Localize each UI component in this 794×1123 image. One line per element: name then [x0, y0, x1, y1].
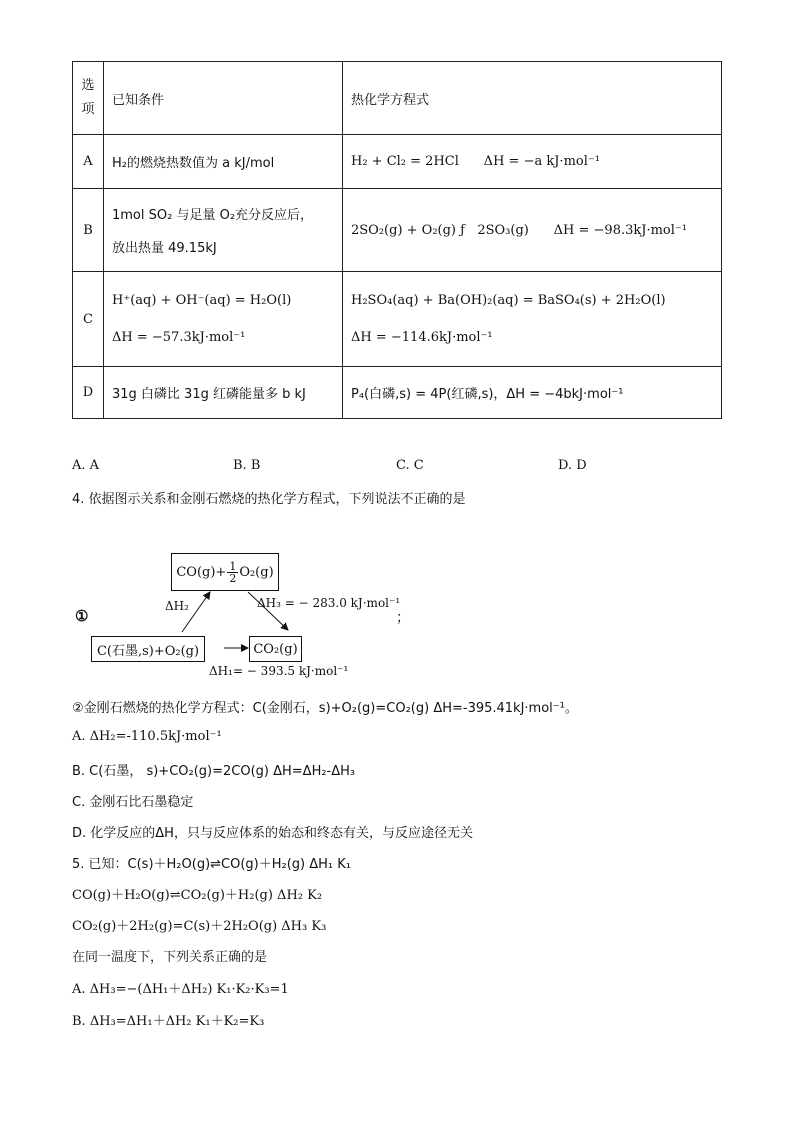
q5-stem: 5. 已知：C(s)＋H₂O(g)⇌CO(g)＋H₂(g) ΔH₁ K₁: [72, 857, 352, 872]
box-co2: CO₂(g): [249, 636, 302, 662]
row-condition: [104, 367, 343, 419]
row-option: A: [73, 135, 104, 189]
semicolon: ；: [396, 610, 410, 626]
options-table: [72, 61, 722, 419]
q4-option-c[interactable]: C. 金刚石比石墨稳定: [72, 795, 194, 810]
q4-option-d[interactable]: D. 化学反应的ΔH，只与反应体系的始态和终态有关，与反应途径无关: [72, 826, 473, 841]
box-co-half-o2: [171, 553, 279, 591]
choice-d[interactable]: D. D: [558, 458, 587, 473]
row-condition: [104, 135, 343, 189]
equation-line: 2SO₂(g) + O₂(g) ƒ 2SO₃(g) ΔH = −98.3kJ·mol⁻¹: [351, 222, 687, 238]
equation-line: P₄(白磷,s) = 4P(红磷,s)，ΔH = −4bkJ·mol⁻¹: [351, 387, 624, 402]
condition-line: H₂的燃烧热数值为 a kJ/mol: [112, 156, 275, 171]
condition-line: 1mol SO₂ 与足量 O₂充分反应后，: [112, 208, 314, 223]
choice-b[interactable]: B. B: [233, 458, 261, 473]
table-row: [73, 135, 722, 189]
row-equation: [343, 135, 722, 189]
table-header-row: [73, 62, 722, 135]
q4-option-a[interactable]: A. ΔH₂=-110.5kJ·mol⁻¹: [72, 729, 222, 744]
condition-line: 放出热量 49.15kJ: [112, 241, 217, 256]
row-equation: [343, 272, 722, 367]
row-condition: [104, 272, 343, 367]
q5-option-a[interactable]: A. ΔH₃=−(ΔH₁＋ΔH₂) K₁·K₂·K₃=1: [72, 982, 289, 997]
fraction-denominator: 2: [229, 571, 237, 585]
fraction-numerator: 1: [229, 559, 237, 573]
equation-line: ΔH = −114.6kJ·mol⁻¹: [351, 330, 493, 345]
header-option: [73, 62, 104, 135]
condition-line: 31g 白磷比 31g 红磷能量多 b kJ: [112, 387, 306, 402]
label-dh1: ΔH₁= − 393.5 kJ·mol⁻¹: [209, 664, 349, 678]
choice-a[interactable]: A. A: [72, 458, 100, 473]
q4-option-b[interactable]: B. C(石墨， s)+CO₂(g)=2CO(g) ΔH=ΔH₂-ΔH₃: [72, 764, 356, 779]
equation-line: H₂ + Cl₂ = 2HCl ΔH = −a kJ·mol⁻¹: [351, 154, 600, 169]
box-top-right-text: O₂(g): [239, 564, 274, 580]
condition-line: H⁺(aq) + OH⁻(aq) = H₂O(l): [112, 293, 292, 308]
table-row: [73, 189, 722, 272]
equation-line: H₂SO₄(aq) + Ba(OH)₂(aq) = BaSO₄(s) + 2H₂O(l): [351, 293, 666, 308]
row-equation: [343, 367, 722, 419]
q4-statement-2: ②金刚石燃烧的热化学方程式：C(金刚石，s)+O₂(g)=CO₂(g) ΔH=-395.41kJ·mol⁻¹。: [72, 701, 578, 716]
row-equation: [343, 189, 722, 272]
one-half-fraction: [227, 561, 238, 584]
box-graphite-o2: C(石墨,s)+O₂(g): [91, 636, 205, 662]
circle-one-marker: ①: [75, 607, 89, 625]
choice-c[interactable]: C. C: [396, 458, 424, 473]
q5-equation-3: CO₂(g)＋2H₂(g)=C(s)＋2H₂O(g) ΔH₃ K₃: [72, 919, 327, 934]
label-dh3: ΔH₃ = − 283.0 kJ·mol⁻¹: [257, 596, 401, 610]
row-option: B: [73, 189, 104, 272]
table-row: [73, 272, 722, 367]
q4-stem: 4. 依据图示关系和金刚石燃烧的热化学方程式，下列说法不正确的是: [72, 492, 466, 507]
box-top-left-text: CO(g)+: [176, 564, 227, 580]
q5-option-b[interactable]: B. ΔH₃=ΔH₁＋ΔH₂ K₁＋K₂=K₃: [72, 1014, 265, 1029]
condition-line: ΔH = −57.3kJ·mol⁻¹: [112, 330, 246, 345]
q5-question: 在同一温度下，下列关系正确的是: [72, 950, 268, 965]
row-option: D: [73, 367, 104, 419]
header-equation: 热化学方程式: [343, 62, 722, 135]
q5-equation-2: CO(g)＋H₂O(g)⇌CO₂(g)＋H₂(g) ΔH₂ K₂: [72, 888, 323, 903]
header-option-label: 选项: [81, 78, 95, 117]
label-dh2: ΔH₂: [165, 599, 189, 613]
row-option: C: [73, 272, 104, 367]
header-condition: 已知条件: [104, 62, 343, 135]
table-row: [73, 367, 722, 419]
row-condition: [104, 189, 343, 272]
